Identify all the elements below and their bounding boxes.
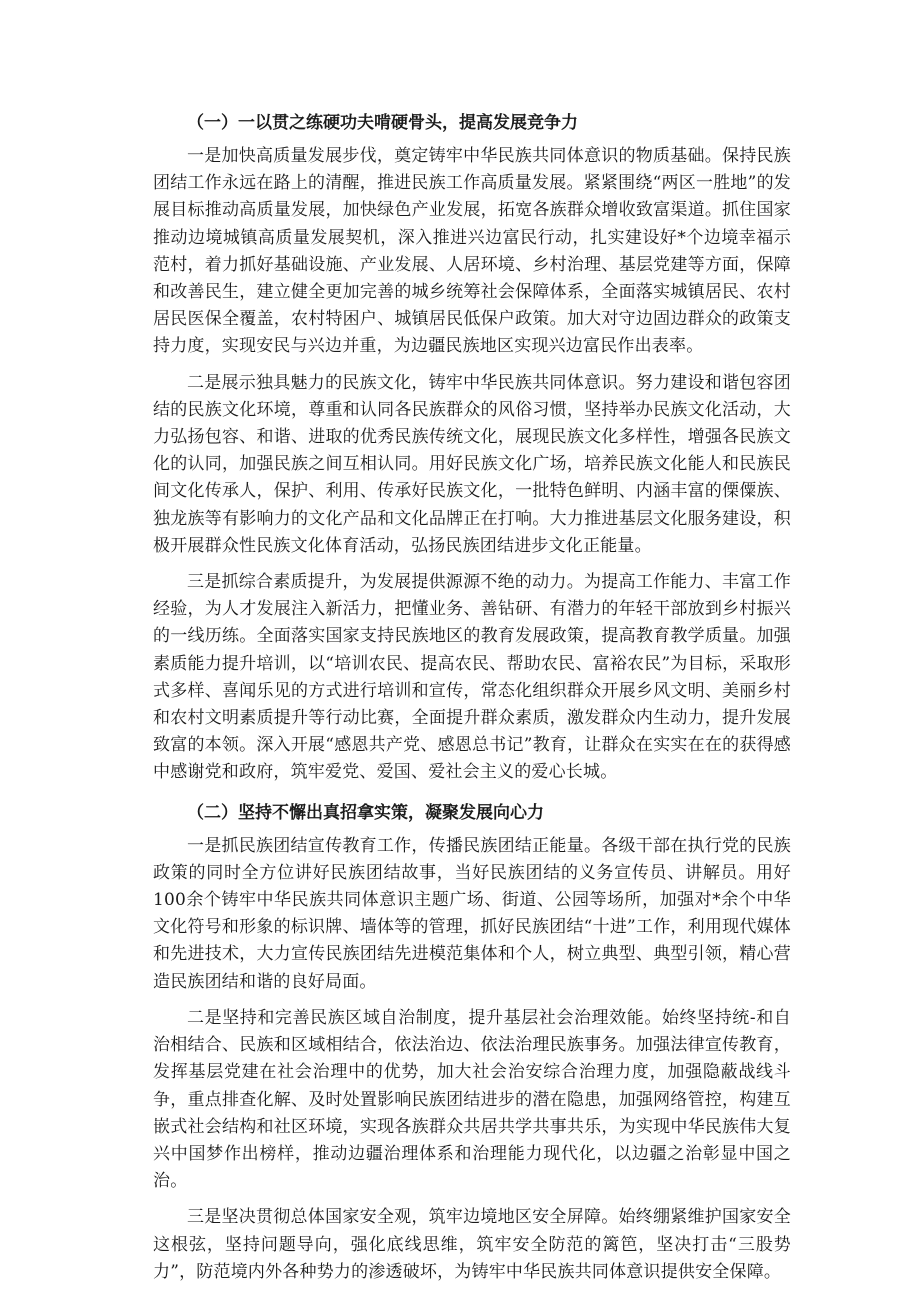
section-1-paragraph-1: 一是加快高质量发展步伐，奠定铸牢中华民族共同体意识的物质基础。保持民族团结工作永远在路上的清醒，推进民族工作高质量发展。紧紧围绕“两区一胜地”的发展目标推动高质量发展，加快绿色产业发展，拓宽各族群众增收致富渠道。抓住国家推动边境城镇高质量发展契机，深入推进兴边富民行动，扎实建设好*个边境幸福示范村，着力抓好基础设施、产业发展、人居环境、乡村治理、基层党建等方面，保障和改善民生，建立健全更加完善的城乡统筹社会保障体系，全面落实城镇居民、农村居民医保全覆盖，农村特困户、城镇居民低保户政策。加大对守边固边群众的政策支持力度，实现安民与兴边并重，为边疆民族地区实现兴边富民作出表率。: [153, 146, 791, 357]
section-heading-1: （一）一以贯之练硬功夫啃硬骨头，提高发展竞争力: [187, 113, 578, 133]
section-2-paragraph-2: 二是坚持和完善民族区域自治制度，提升基层社会治理效能。始终坚持统-和自治相结合、民族和区域相结合，依法治边、依法治理民族事务。加强法律宣传教育，发挥基层党建在社会治理中的优势，加大社会治安综合治理力度，加强隐蔽战线斗争，重点排查化解、及时处置影响民族团结进步的潜在隐患，加强网络管控，构建互嵌式社会结构和社区环境，实现各族群众共居共学共事共乐，为实现中华民族伟大复兴中国梦作出榜样，推动边疆治理体系和治理能力现代化，以边疆之治彰显中国之治。: [153, 1007, 791, 1192]
document-body: [153, 110, 791, 1295]
section-2-paragraph-1: 一是抓民族团结宣传教育工作，传播民族团结正能量。各级干部在执行党的民族政策的同时全方位讲好民族团结故事，当好民族团结的义务宣传员、讲解员。用好100余个铸牢中华民族共同体意识主题广场、街道、公园等场所，加强对*余个中华文化符号和形象的标识牌、墙体等的管理，抓好民族团结“十进”工作，利用现代媒体和先进技术，大力宣传民族团结先进模范集体和个人，树立典型、典型引领，精心营造民族团结和谐的良好局面。: [153, 835, 791, 992]
section-2-paragraph-3: 三是坚决贯彻总体国家安全观，筑牢边境地区安全屏障。始终绷紧维护国家安全这根弦，坚持问题导向，强化底线思维，筑牢安全防范的篱笆，坚决打击“三股势力”，防范境内外各种势力的渗透破坏，为铸牢中华民族共同体意识提供安全保障。: [153, 1207, 791, 1282]
section-heading-2: （二）坚持不懈出真招拿实策，凝聚发展向心力: [187, 802, 544, 823]
section-1-paragraph-3: 三是抓综合素质提升，为发展提供源源不绝的动力。为提高工作能力、丰富工作经验，为人才发展注入新活力，把懂业务、善钻研、有潜力的年轻干部放到乡村振兴的一线历练。全面落实国家支持民族地区的教育发展政策，提高教育教学质量。加强素质能力提升培训，以“培训农民、提高农民、帮助农民、富裕农民”为目标，采取形式多样、喜闻乐见的方式进行培训和宣传，常态化组织群众开展乡风文明、美丽乡村和农村文明素质提升等行动比赛，全面提升群众素质，激发群众内生动力，提升发展致富的本领。深入开展“感恩共产党、感恩总书记”教育，让群众在实实在在的获得感中感谢党和政府，筑牢爱党、爱国、爱社会主义的爱心长城。: [153, 572, 791, 783]
section-1-paragraph-2: 二是展示独具魅力的民族文化，铸牢中华民族共同体意识。努力建设和谐包容团结的民族文化环境，尊重和认同各民族群众的风俗习惯，坚持举办民族文化活动，大力弘扬包容、和谐、进取的优秀民族传统文化，展现民族文化多样性，增强各民族文化的认同，加强民族之间互相认同。用好民族文化广场，培养民族文化能人和民族民间文化传承人，保护、利用、传承好民族文化，一批特色鲜明、内涵丰富的傈僳族、独龙族等有影响力的文化产品和文化品牌正在打响。大力推进基层文化服务建设，积极开展群众性民族文化体育活动，弘扬民族团结进步文化正能量。: [153, 372, 791, 556]
